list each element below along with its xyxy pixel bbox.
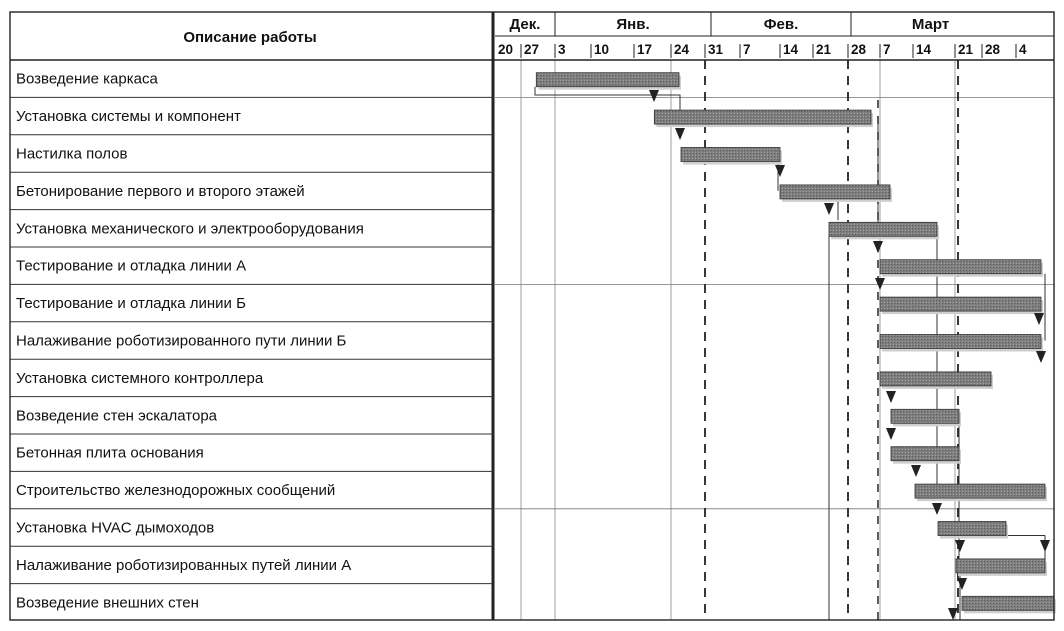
- month-label: Март: [911, 16, 950, 33]
- task-bar: [880, 372, 991, 386]
- task-bar: [938, 522, 1006, 536]
- day-label: 10: [594, 42, 610, 57]
- day-label: 7: [743, 42, 751, 57]
- day-label: 21: [816, 42, 832, 57]
- task-bar: [880, 260, 1041, 274]
- day-label: 20: [498, 42, 514, 57]
- column-title: Описание работы: [183, 29, 317, 46]
- header: [183, 29, 316, 46]
- task-label: Установка системы и компонент: [16, 108, 241, 126]
- task-bar: [536, 73, 679, 87]
- day-label: 4: [1019, 42, 1027, 57]
- task-bar: [962, 596, 1054, 610]
- task-label: Возведение каркаса: [16, 70, 158, 88]
- day-label: 3: [558, 42, 566, 57]
- day-label: 31: [708, 42, 724, 57]
- day-label: 28: [985, 42, 1001, 57]
- task-bar: [915, 484, 1045, 498]
- task-bar: [681, 148, 780, 162]
- month-label: Дек.: [509, 16, 541, 33]
- day-label: 7: [883, 42, 891, 57]
- day-label: 21: [958, 42, 974, 57]
- task-label: Тестирование и отладка линии А: [16, 257, 247, 275]
- month-label: Янв.: [616, 16, 650, 33]
- month-label: Фев.: [763, 16, 799, 33]
- day-label: 28: [851, 42, 867, 57]
- task-label: Настилка полов: [16, 145, 128, 163]
- task-bar: [880, 297, 1041, 311]
- task-label: Установка системного контроллера: [16, 369, 264, 387]
- day-label: 24: [674, 42, 690, 57]
- task-label: Строительство железнодорожных сообщений: [16, 482, 336, 500]
- task-label: Возведение внешних стен: [16, 594, 199, 612]
- task-label: Возведение стен эскалатора: [16, 407, 218, 425]
- task-bar: [880, 335, 1041, 349]
- task-label: Установка HVAC дымоходов: [16, 519, 215, 537]
- task-bar: [891, 409, 959, 423]
- task-label: Тестирование и отладка линии Б: [16, 295, 246, 313]
- day-label: 17: [637, 42, 653, 57]
- day-label: 27: [524, 42, 540, 57]
- day-label: 14: [783, 42, 799, 57]
- day-label: 14: [916, 42, 932, 57]
- task-label: Установка механического и электрооборудования: [16, 220, 364, 238]
- task-label: Налаживание роботизированных путей линии А: [16, 556, 352, 574]
- task-bar: [829, 222, 937, 236]
- task-label: Налаживание роботизированного пути линии Б: [16, 332, 347, 350]
- task-bar: [891, 447, 959, 461]
- task-bar: [654, 110, 871, 124]
- task-bar: [780, 185, 890, 199]
- task-bar: [956, 559, 1045, 573]
- task-label: Бетонная плита основания: [16, 444, 204, 462]
- task-label: Бетонирование первого и второго этажей: [16, 182, 305, 200]
